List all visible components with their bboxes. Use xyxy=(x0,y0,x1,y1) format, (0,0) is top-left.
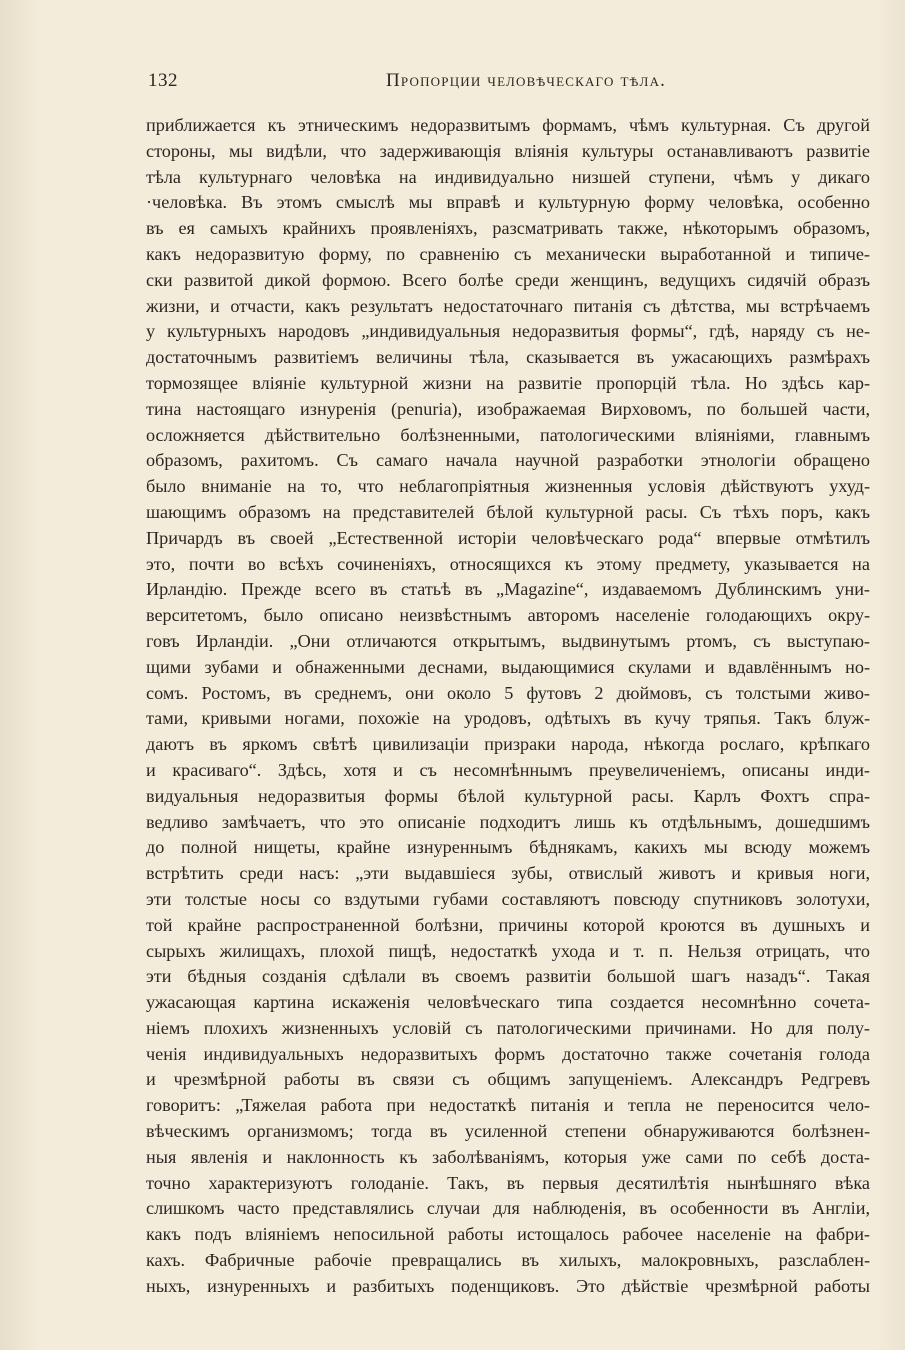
page-header xyxy=(148,68,870,98)
text-line: сырыхъ жилищахъ, плохой пищѣ, недостаткѣ ухода и т. п. Нельзя отрицать, что xyxy=(146,940,870,961)
text-line: тормозящее вліяніе культурной жизни на развитіе пропорцій тѣла. Но здѣсь кар- xyxy=(146,372,870,393)
text-line: точно характеризуютъ голоданіе. Такъ, въ первыя десятилѣтія нынѣшняго вѣка xyxy=(146,1172,870,1193)
text-line: и чрезмѣрной работы въ связи съ общимъ запущеніемъ. Александръ Редгревъ xyxy=(146,1069,870,1090)
text-line: говъ Ирландіи. „Они отличаются открытымъ, выдвинутымъ ртомъ, съ выступаю- xyxy=(146,630,870,651)
text-line: стороны, мы видѣли, что задерживающія вліянія культуры останавливаютъ развитіе xyxy=(146,140,870,161)
text-line: у культурныхъ народовъ „индивидуальныя недоразвитыя формы“, гдѣ, наряду съ не- xyxy=(146,321,870,342)
text-line: ·человѣка. Въ этомъ смыслѣ мы вправѣ и культурную форму человѣка, особенно xyxy=(146,192,870,213)
text-line: жизни, и отчасти, какъ результатъ недостаточнаго питанія съ дѣтства, мы встрѣчаемъ xyxy=(146,295,870,316)
text-line: встрѣтить среди насъ: „эти выдавшіеся зубы, отвислый животъ и кривыя ноги, xyxy=(146,863,870,884)
text-line: тами, кривыми ногами, похожіе на уродовъ, одѣтыхъ въ кучу тряпья. Такъ блуж- xyxy=(146,708,870,729)
text-line: кахъ. Фабричные рабочіе превращались въ хилыхъ, малокровныхъ, разслаблен- xyxy=(146,1250,870,1271)
text-line: тина настоящаго изнуренія (penuria), изображаемая Вирховомъ, по большей части, xyxy=(146,398,870,419)
text-line: ски развитой дикой формою. Всего болѣе среди женщинъ, ведущихъ сидячій образъ xyxy=(146,269,870,290)
text-line: осложняется дѣйствительно болѣзненными, патологическими вліяніями, главнымъ xyxy=(146,424,870,445)
text-line: Ирландію. Прежде всего въ статьѣ въ „Magazine“, издаваемомъ Дублинскимъ уни- xyxy=(146,579,870,600)
text-line: слишкомъ часто представлялись случаи для наблюденія, въ особенности въ Англіи, xyxy=(146,1198,870,1219)
text-line: въ ея самыхъ крайнихъ проявленіяхъ, разсматривать также, нѣкоторымъ образомъ, xyxy=(146,218,870,239)
text-line: эти толстые носы со вздутыми губами составляютъ повсюду спутниковъ золотухи, xyxy=(146,888,870,909)
text-line: щими зубами и обнаженными деснами, выдающимися скулами и вдавлённымъ но- xyxy=(146,656,870,677)
text-line: приближается къ этническимъ недоразвитымъ формамъ, чѣмъ культурная. Съ другой xyxy=(146,115,870,135)
text-line: Причардъ въ своей „Естественной исторіи человѣческаго рода“ впервые отмѣтилъ xyxy=(146,527,870,548)
text-line: какъ недоразвитую форму, по сравненію съ механически выработанной и типиче- xyxy=(146,243,870,264)
text-line: видуальныя недоразвитыя формы бѣлой культурной расы. Карлъ Фохтъ спра- xyxy=(146,785,870,806)
text-line: ныхъ, изнуренныхъ и разбитыхъ поденщиковъ. Это дѣйствіе чрезмѣрной работы xyxy=(146,1275,870,1296)
text-line: ужасающая картина искаженія человѣческаго типа создается несомнѣнно сочета- xyxy=(146,992,870,1013)
text-line: даютъ въ яркомъ свѣтѣ цивилизаціи призраки народа, нѣкогда рослаго, крѣпкаго xyxy=(146,734,870,755)
text-line: ведливо замѣчаетъ, что это описаніе подходитъ лишь къ отдѣльнымъ, дошедшимъ xyxy=(146,811,870,832)
text-line: это, почти во всѣхъ сочиненіяхъ, относящихся къ этому предмету, указывается на xyxy=(146,553,870,574)
text-line: вѣческимъ организмомъ; тогда въ усиленной степени обнаруживаются болѣзнен- xyxy=(146,1121,870,1142)
text-line: сомъ. Ростомъ, въ среднемъ, они около 5 футовъ 2 дюймовъ, съ толстыми живо- xyxy=(146,682,870,703)
text-line: и красиваго“. Здѣсь, хотя и съ несомнѣннымъ преувеличеніемъ, описаны инди- xyxy=(146,759,870,780)
page-number: 132 xyxy=(148,70,178,91)
running-title: Пропорции человѣческаго тѣла. xyxy=(386,70,667,91)
text-line: образомъ, рахитомъ. Съ самаго начала научной разработки этнологіи обращено xyxy=(146,450,870,471)
text-line: ніемъ плохихъ жизненныхъ условій съ патологическими причинами. Но для полу- xyxy=(146,1017,870,1038)
text-line: той крайне распространенной болѣзни, причины которой кроются въ душныхъ и xyxy=(146,914,870,935)
text-line: эти бѣдныя созданія сдѣлали въ своемъ развитіи большой шагъ назадъ“. Такая xyxy=(146,966,870,987)
text-line: до полной нищеты, крайне изнуреннымъ бѣднякамъ, какихъ мы всюду можемъ xyxy=(146,837,870,858)
text-line: было вниманіе на то, что неблагопріятныя жизненныя условія дѣйствуютъ ухуд- xyxy=(146,476,870,497)
body-text xyxy=(146,113,870,1300)
text-line: верситетомъ, было описано неизвѣстнымъ авторомъ населеніе голодающихъ окру- xyxy=(146,605,870,626)
text-line: ныя явленія и наклонность къ заболѣваніямъ, которыя уже сами по себѣ доста- xyxy=(146,1146,870,1167)
text-line: ченія индивидуальныхъ недоразвитыхъ формъ достаточно также сочетанія голода xyxy=(146,1043,870,1064)
text-line: тѣла культурнаго человѣка на индивидуально низшей ступени, чѣмъ у дикаго xyxy=(146,166,870,187)
text-line: говоритъ: „Тяжелая работа при недостаткѣ питанія и тепла не переносится чело- xyxy=(146,1095,870,1116)
text-line: какъ подъ вліяніемъ непосильной работы истощалось рабочее населеніе на фабри- xyxy=(146,1224,870,1245)
text-line: шающимъ образомъ на представителей бѣлой культурной расы. Съ тѣхъ поръ, какъ xyxy=(146,501,870,522)
text-line: достаточнымъ развитіемъ величины тѣла, сказывается въ ужасающихъ размѣрахъ xyxy=(146,347,870,368)
